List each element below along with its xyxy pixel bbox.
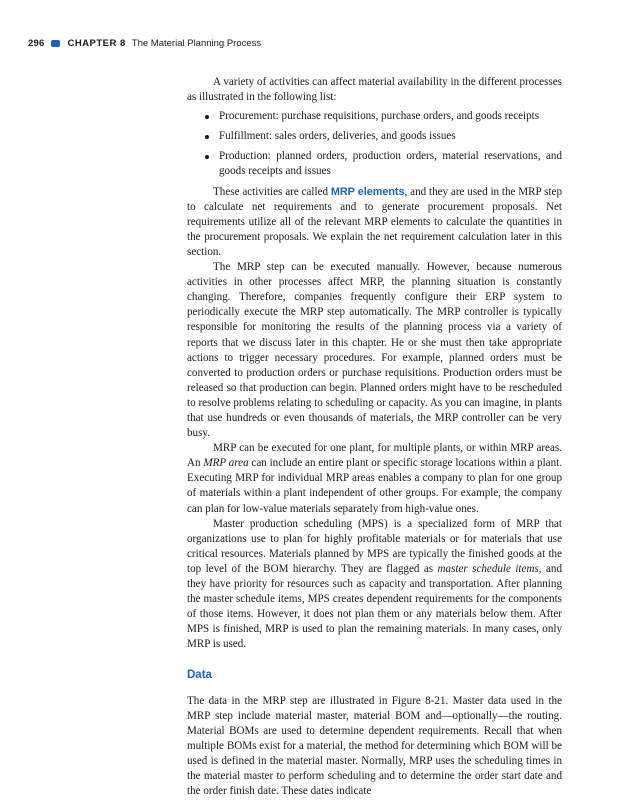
list-item: Production: planned orders, production orders, material reservations, and goods receipts and issues (219, 149, 562, 179)
emphasis-mrp-area: MRP area (203, 457, 249, 470)
paragraph-mrp-area (187, 441, 562, 516)
paragraph-mps (187, 517, 562, 653)
list-item: Procurement: purchase requisitions, purchase orders, and goods receipts (219, 109, 562, 124)
key-term-mrp-elements: MRP elements (330, 185, 405, 198)
p3-before: MRP can be executed for one plant, for multiple plants, or within MRP areas. An (187, 442, 562, 470)
list-item: Fulfillment: sales orders, deliveries, and goods issues (219, 129, 562, 144)
paragraph-mrp-elements (187, 185, 562, 260)
running-header (28, 34, 261, 52)
paragraph-mrp-step: The MRP step can be executed manually. However, because numerous activities in other processes affect MRP, the planning situation is constantly changing. Therefore, companies frequently configure their ERP system to periodically execute the MRP step automatically. The MRP controller is typically responsible for monitoring the results of the planning process via a variety of reports that we discuss later in this chapter. He or she must then take appropriate actions to trigger necessary procedures. For example, planned orders must be converted to production orders or purchase requisitions. Production orders must be released so that production can begin. Planned orders might have to be rescheduled to resolve problems relating to scheduling or capacity. As you can imagine, in plants that use hundreds or even thousands of materials, the MRP controller can be very busy. (187, 261, 562, 440)
p1-after: , and they are used in the MRP step to calculate net requirements and to generate procurement proposals. Net requirements utilize all of the relevant MRP elements to calculate the quantities in the procurement proposals. We explain the net requirement calculation later in this section. (187, 185, 563, 258)
p4-after: , and they have priority for resources such as capacity and transportation. After planning the master schedule items, MPS creates dependent requirements for the components of those items. However, it does not plan them or any materials below them. After MPS is finished, MRP is used to plan the remaining materials. In many cases, only MRP is used. (187, 562, 562, 651)
emphasis-master-schedule-items: master schedule items (437, 562, 539, 575)
intro-paragraph: A variety of activities can affect material availability in the different processes as illustrated in the following list: (187, 76, 562, 104)
chapter-label: CHAPTER 8 (67, 37, 126, 49)
page-number: 296 (28, 37, 45, 49)
chapter-marker-icon (51, 40, 60, 47)
p1-before: These activities are called (213, 185, 331, 198)
p3-after: can include an entire plant or specific storage locations within a plant. Executing MRP for individual MRP areas enables a company to plan for one group of materials within a plant independent of other groups. For example, the company can plan for low-value materials separately from high-value ones. (187, 457, 562, 515)
body-text-column (187, 75, 562, 799)
chapter-title: The Material Planning Process (131, 37, 262, 49)
paragraph-data: The data in the MRP step are illustrated in Figure 8-21. Master data used in the MRP step include material master, material BOM and—optionally—the routing. Material BOMs are used to determine dependent requirements. Recall that when multiple BOMs exist for a material, the method for determining which BOM will be used is defined in the material master. Normally, MRP uses the scheduling times in the material master to perform scheduling and to determine the order start date and the order finish date. These dates indicate (187, 694, 562, 798)
section-heading-data: Data (187, 669, 212, 682)
activity-list (187, 109, 562, 179)
p4-before: Master production scheduling (MPS) is a specialized form of MRP that organizations use to plan for highly profitable materials or for materials that use critical resources. Materials planned by MPS are typically the finished goods at the top level of the BOM hierarchy. They are flagged as (187, 517, 562, 575)
